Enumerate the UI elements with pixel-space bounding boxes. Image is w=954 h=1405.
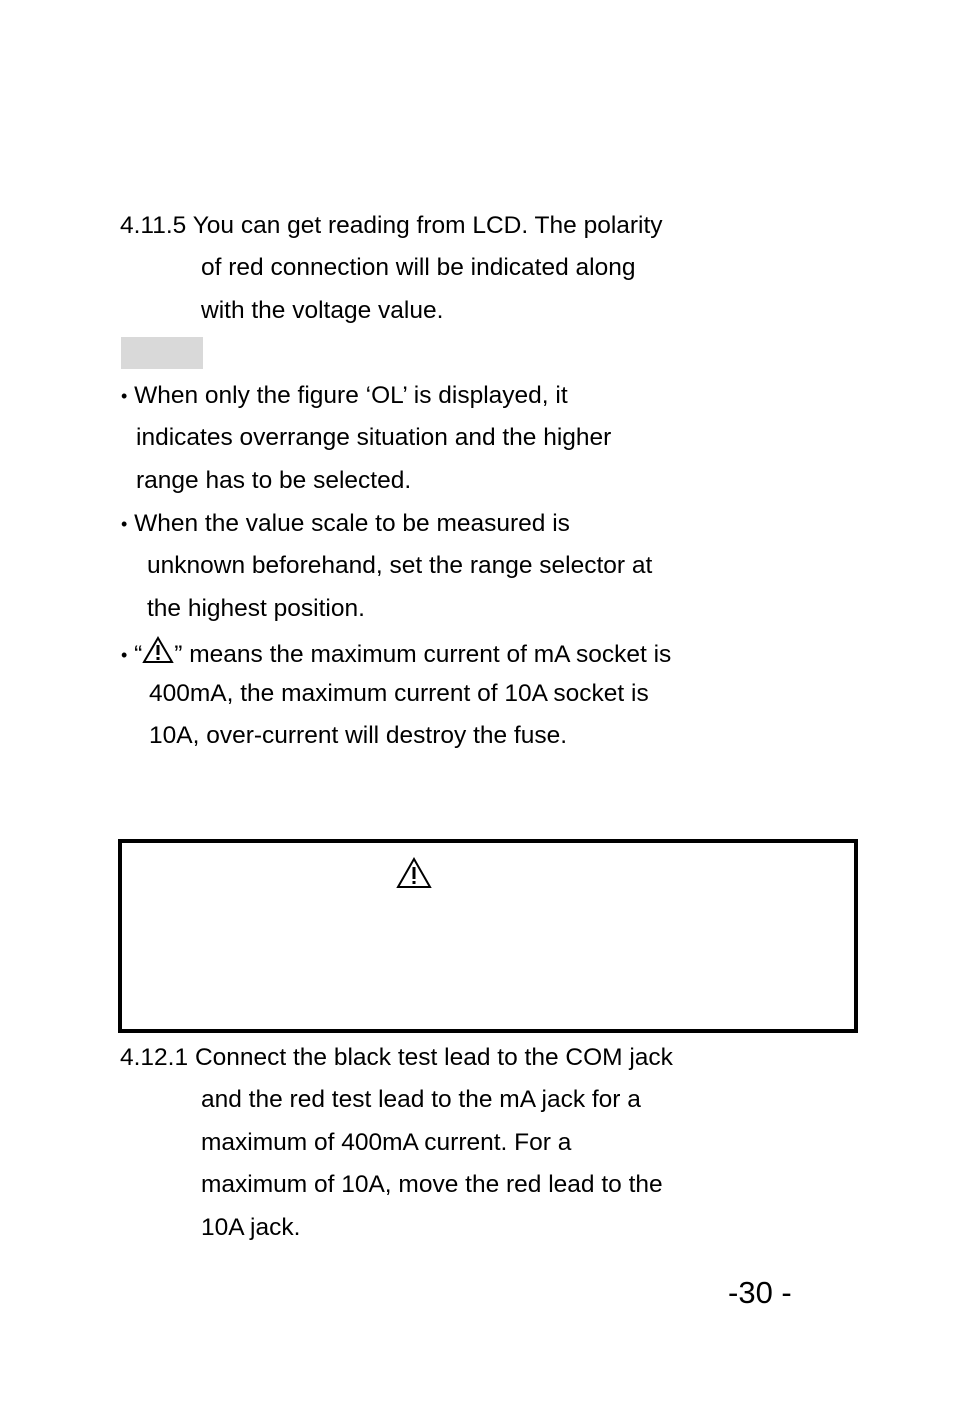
note-text: ” means the maximum current of mA socket is [174,641,672,668]
note-label-block [121,337,203,369]
paragraph-text: You can get reading from LCD. The polarity [192,212,663,239]
note-1-line-2: indicates overrange situation and the higher [136,424,612,451]
bullet: • [121,386,128,406]
warning-triangle-icon [142,636,174,664]
note-1-line-1 [121,381,568,412]
note-text: When only the figure ‘OL’ is displayed, it [134,382,568,409]
warning-triangle-icon [396,857,432,889]
section-4-11-5-line-1 [120,211,663,241]
section-4-12-1-line-2: and the red test lead to the mA jack for a [201,1086,641,1113]
note-3-line-3: 10A, over-current will destroy the fuse. [149,722,568,749]
note-2-line-2: unknown beforehand, set the range selector at [147,552,653,579]
note-3-line-2: 400mA, the maximum current of 10A socket is [149,680,649,707]
section-4-12-1-line-1 [120,1043,673,1073]
note-1-line-3: range has to be selected. [136,467,412,494]
open-quote: “ [134,641,143,668]
note-2-line-1 [121,509,570,540]
section-4-11-5-line-2: of red connection will be indicated along [201,254,636,281]
warning-box [118,839,858,1033]
section-number: 4.11.5 [120,212,187,239]
section-4-12-1-line-3: maximum of 400mA current. For a [201,1129,572,1156]
note-text: When the value scale to be measured is [134,510,570,537]
note-3-line-1 [121,636,671,671]
page-number: -30 - [728,1275,792,1310]
paragraph-text: Connect the black test lead to the COM jack [194,1044,673,1071]
section-4-12-1-line-5: 10A jack. [201,1214,301,1241]
note-2-line-3: the highest position. [147,595,365,622]
bullet: • [121,514,128,534]
section-4-12-1-line-4: maximum of 10A, move the red lead to the [201,1171,663,1198]
section-4-11-5-line-3: with the voltage value. [201,297,444,324]
bullet: • [121,645,128,665]
section-number: 4.12.1 [120,1044,189,1071]
